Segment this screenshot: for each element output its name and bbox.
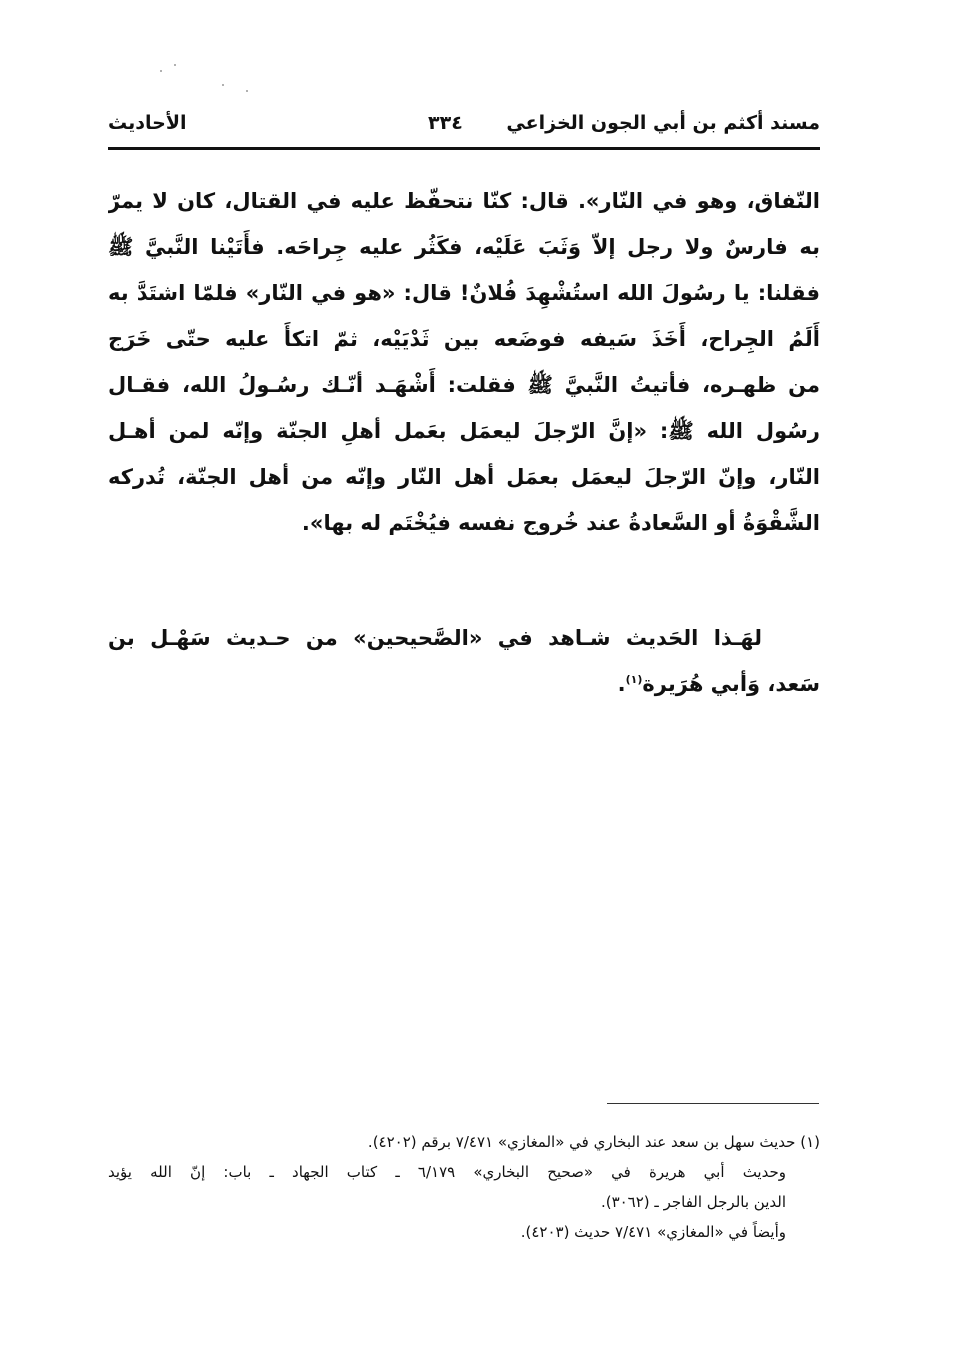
text-line: الشَّقْوَةُ أو السَّعادةُ عند خُروج نفسه فيُخْتَم له بها». xyxy=(301,511,820,535)
text-line: من ظهـره، فأتيتُ النَّبيَّ ﷺ فقلت: أَشْهَـد أنّـك رسُـولُ الله، فقـال xyxy=(108,373,820,397)
footnote-1-continuation: وحديث أبي هريرة في «صحيح البخاري» ٦/١٧٩ ـ كتاب الجهاد ـ باب: إنّ الله يؤيد xyxy=(108,1163,786,1181)
text-line: النّفاق، وهو في النّار». قال: كنّا نتحفّظ عليه في القتال، كان لا يمرّ xyxy=(108,189,820,213)
footnotes xyxy=(108,1127,820,1247)
text-line: فقلنا: يا رسُولَ الله استُشْهِدَ فُلانٌ! قال: «هو في النّار» فلمّا اشتَدَّ به xyxy=(108,281,820,305)
text-line: النّار، وإنّ الرّجلَ ليعمَل بعمَل أهل النّار وإنّه من أهل الجنّة، تُدركه xyxy=(108,465,820,489)
footnote-1: (١) حديث سهل بن سعد عند البخاري في «المغازي» ٧/٤٧١ برقم (٤٢٠٢). xyxy=(367,1133,820,1151)
footnote-1-continuation: وأيضاً في «المغازي» ٧/٤٧١ حديث (٤٢٠٣). xyxy=(520,1223,786,1241)
text-line: رسُول الله ﷺ: «إنَّ الرّجلَ ليعمَل بعَمل أهلِ الجنّة وإنّه لمن أهـل xyxy=(108,419,820,443)
text-line xyxy=(108,660,820,706)
text-line: به فارسٌ ولا رجل إلاّ وَثَبَ عَلَيْه، فكَثُر عليه جِراحَه. فأَتَيْنا النَّبيَّ ﷺ xyxy=(108,235,820,259)
sentence-end: . xyxy=(617,672,626,696)
footnote-reference[interactable]: (١) xyxy=(625,673,643,686)
text-line: لهَـذا الحَديث شـاهد في «الصَّحيحين» من حـديث سَهْـل بن xyxy=(108,626,762,650)
scan-speck xyxy=(160,70,162,72)
scan-speck xyxy=(174,64,176,66)
footnote-separator xyxy=(607,1103,819,1104)
text-line: أَلَمُ الجِراح، أَخَذَ سَيفه فوضَعه بين ثَدْيَيْه، ثمّ اتكأَ عليه حتّى خَرَج xyxy=(108,327,820,351)
second-paragraph xyxy=(108,614,820,706)
page-number: ٣٣٤ xyxy=(428,112,463,134)
header-book-title: مسند أكثم بن أبي الجون الخزاعي xyxy=(506,112,820,134)
header-section-title: الأحاديث xyxy=(108,112,187,134)
header-rule xyxy=(108,147,820,150)
main-paragraph xyxy=(108,178,820,546)
scan-speck xyxy=(222,84,224,86)
scan-speck xyxy=(246,90,248,92)
footnote-1-continuation: الدين بالرجل الفاجر ـ (٣٠٦٢). xyxy=(600,1193,786,1211)
running-header xyxy=(108,108,820,144)
text-segment: سَعد، وَأبي هُرَيرة xyxy=(642,672,820,696)
